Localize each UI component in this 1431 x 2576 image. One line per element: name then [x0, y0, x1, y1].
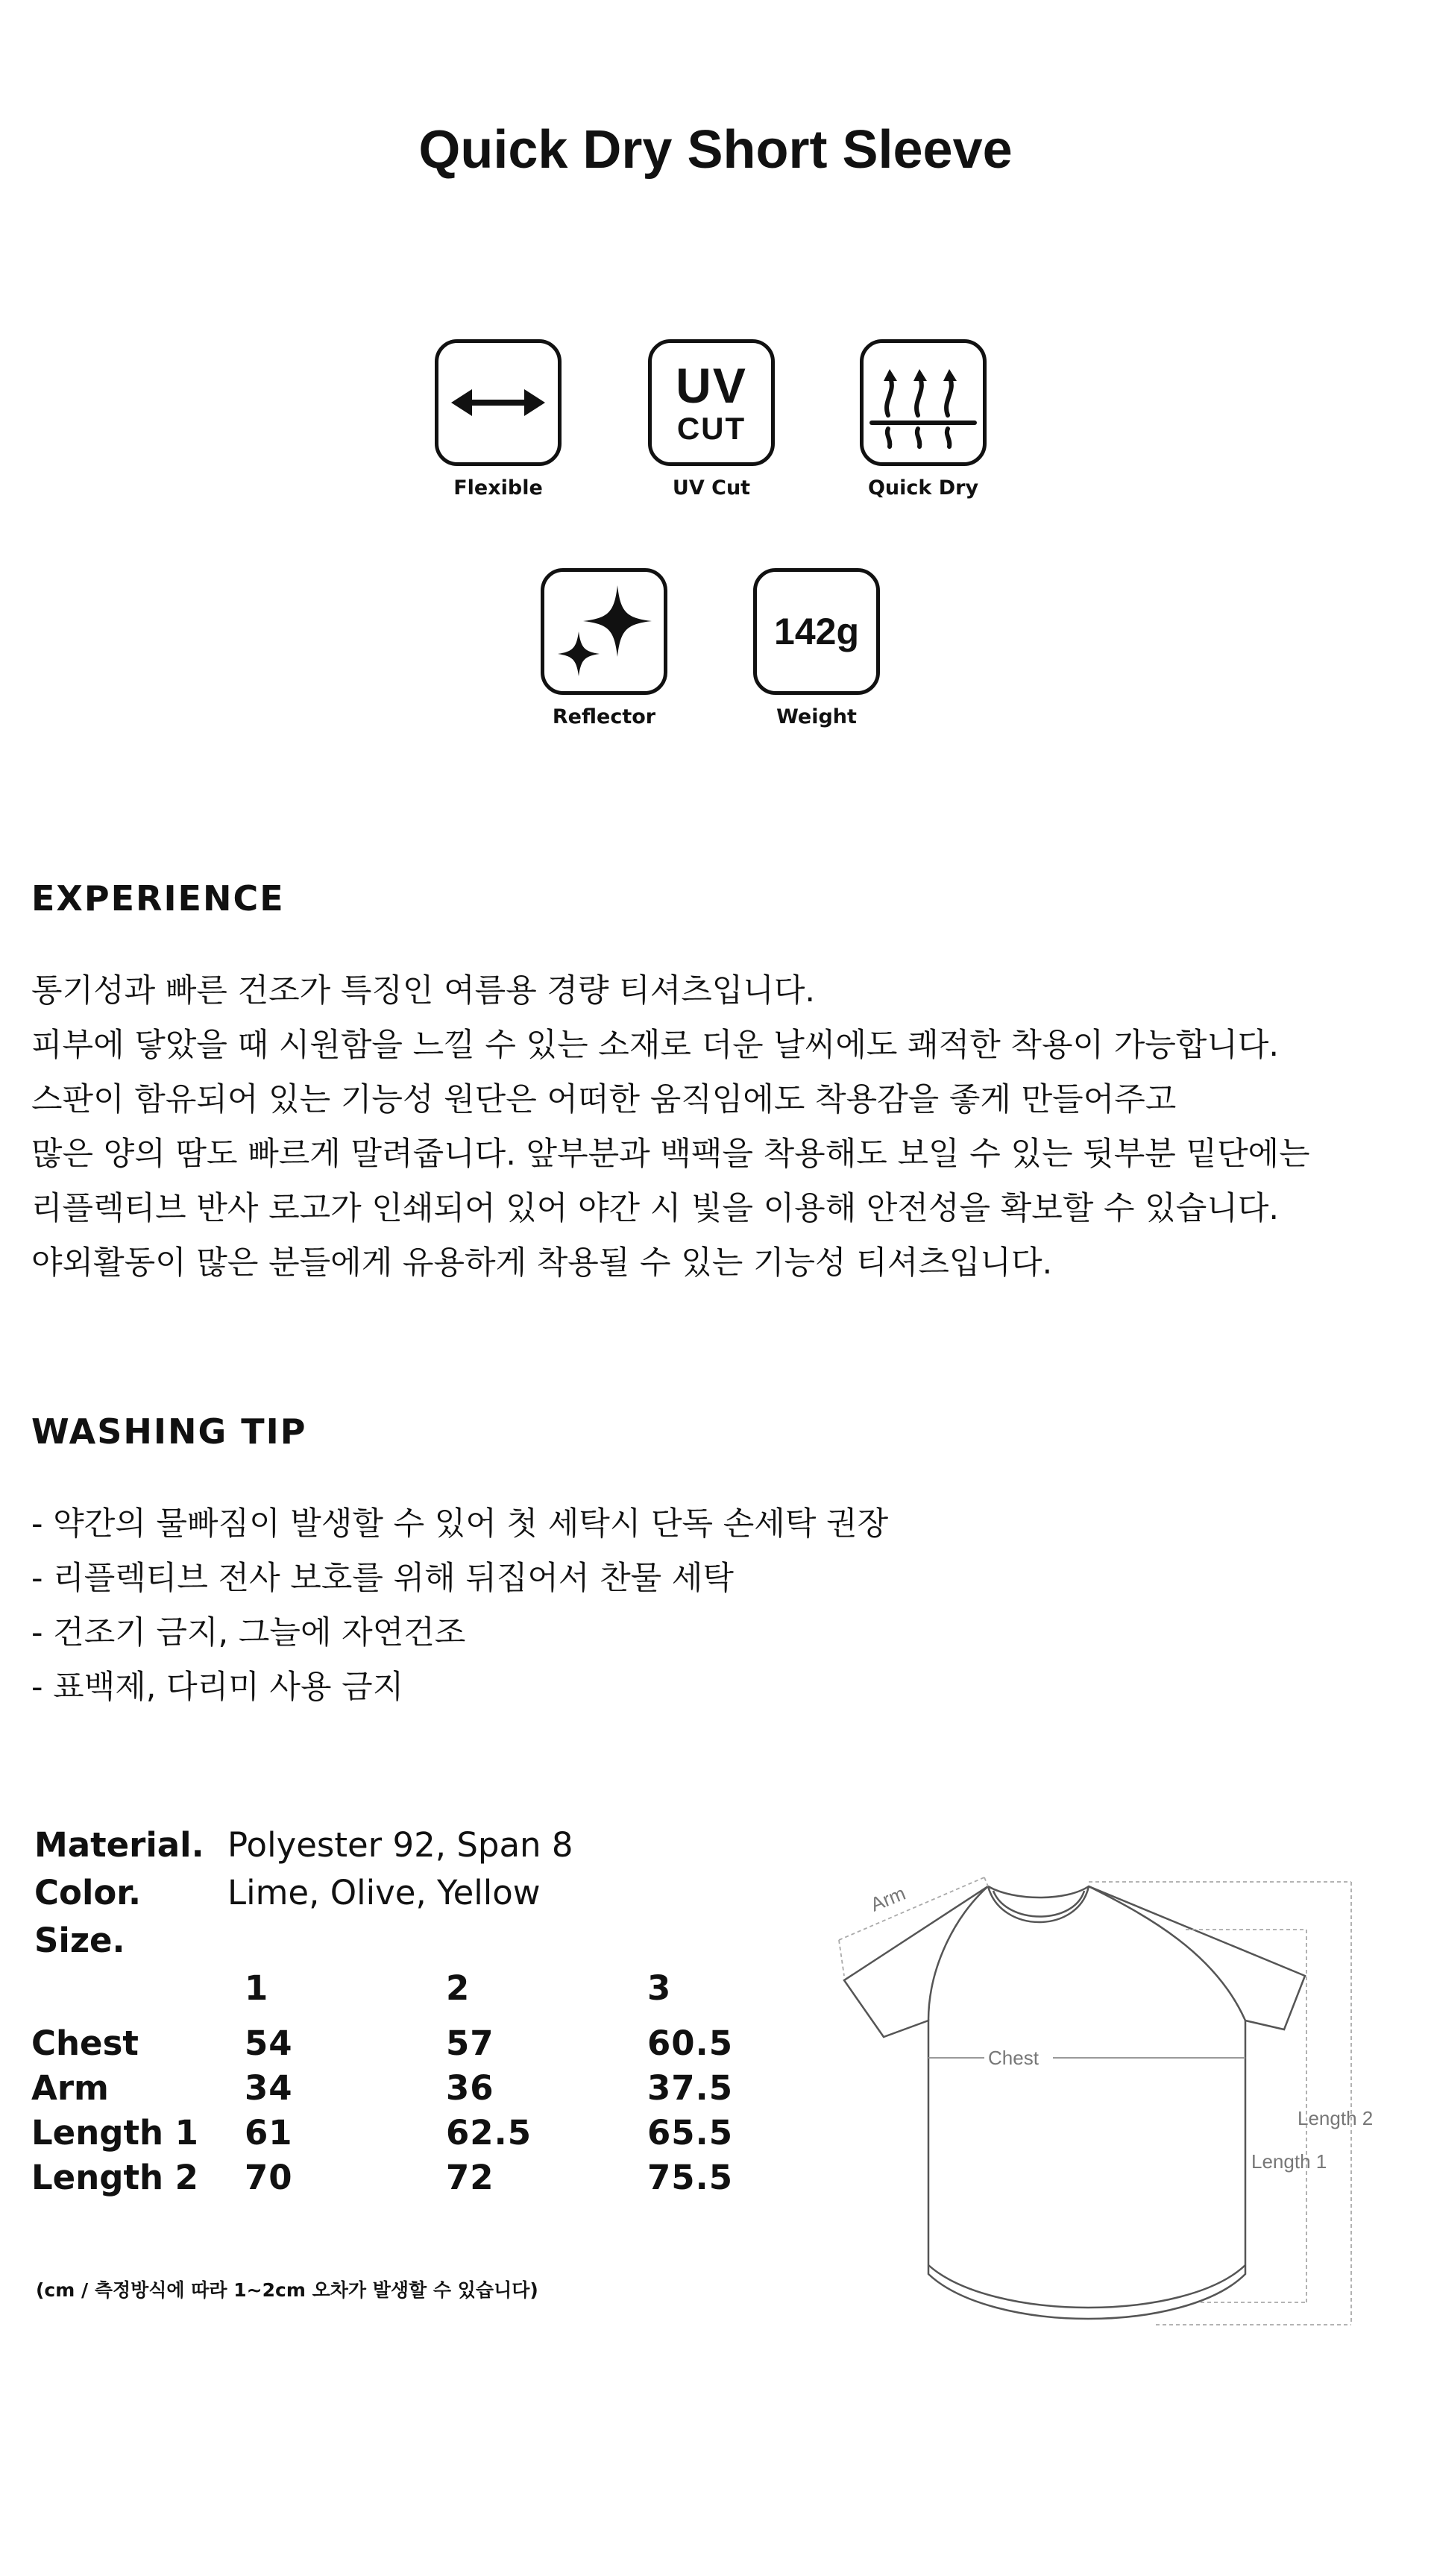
double-arrow-icon — [450, 380, 547, 425]
table-cell: 61 — [245, 2112, 293, 2153]
feature-weight — [720, 568, 913, 728]
feature-reflector-box — [541, 568, 667, 695]
table-cell: 62.5 — [446, 2112, 532, 2153]
table-cell: 34 — [245, 2068, 293, 2108]
page-title: Quick Dry Short Sleeve — [418, 120, 1013, 180]
size-table-corner — [31, 1968, 245, 2021]
experience-line: 피부에 닿았을 때 시원함을 느낄 수 있는 소재로 더운 날씨에도 쾌적한 착용이 가능합니다. — [31, 1027, 1280, 1064]
washing-tip-item: - 표백제, 다리미 사용 금지 — [31, 1669, 404, 1706]
size-column-header: 2 — [446, 1968, 471, 2008]
washing-tip-list — [31, 1497, 1396, 1715]
washing-tip-item: - 리플렉티브 전사 보호를 위해 뒤집어서 찬물 세탁 — [31, 1560, 734, 1597]
table-cell: 37.5 — [647, 2068, 734, 2108]
feature-quick-dry — [826, 339, 1020, 500]
tshirt-outline — [844, 1886, 1305, 2319]
row-label: Length 2 — [31, 2157, 198, 2197]
uv-cut-icon — [676, 358, 747, 446]
feature-reflector-label: Reflector — [552, 705, 656, 728]
row-label: Chest — [31, 2023, 139, 2063]
feature-uv-cut — [614, 339, 808, 500]
table-cell: 72 — [446, 2157, 494, 2197]
size-table-header — [31, 1968, 849, 2021]
experience-line: 리플렉티브 반사 로고가 인쇄되어 있어 야간 시 빛을 이용해 안전성을 확보할 수 있습니다. — [31, 1190, 1280, 1227]
feature-flexible-label: Flexible — [453, 476, 543, 500]
experience-line: 통기성과 빠른 건조가 특징인 여름용 경량 티셔츠입니다. — [31, 972, 816, 1010]
evaporation-icon — [867, 354, 979, 451]
arm-guide — [839, 1877, 984, 1940]
measurement-note: (cm / 측정방식에 따라 1~2cm 오차가 발생할 수 있습니다) — [36, 2279, 538, 2301]
feature-uv-cut-label: UV Cut — [672, 476, 751, 500]
tshirt-measurement-diagram — [768, 1857, 1409, 2349]
row-label: Length 1 — [31, 2112, 198, 2153]
experience-paragraph — [31, 964, 1396, 1291]
table-row — [31, 2065, 849, 2110]
length2-label: Length 2 — [1298, 2107, 1374, 2129]
color-label: Color. — [34, 1873, 142, 1912]
table-cell: 60.5 — [647, 2023, 734, 2063]
table-row — [31, 2155, 849, 2199]
washing-tip-item: - 약간의 물빠짐이 발생할 수 있어 첫 세탁시 단독 손세탁 권장 — [31, 1505, 889, 1543]
sparkle-icon — [552, 579, 656, 684]
feature-quick-dry-box — [860, 339, 987, 466]
uv-cut-icon-bottom: CUT — [676, 411, 746, 446]
feature-quick-dry-label: Quick Dry — [867, 476, 979, 500]
length1-label: Length 1 — [1251, 2150, 1327, 2173]
feature-uv-cut-box — [648, 339, 775, 466]
experience-heading: EXPERIENCE — [31, 878, 285, 919]
washing-tip-heading: WASHING TIP — [31, 1411, 307, 1452]
weight-icon: 142g — [774, 611, 859, 652]
feature-weight-box — [753, 568, 880, 695]
experience-line: 스판이 함유되어 있는 기능성 원단은 어떠한 움직임에도 착용감을 좋게 만들어주고 — [31, 1081, 1177, 1118]
material-value: Polyester 92, Span 8 — [227, 1825, 573, 1865]
table-row — [31, 2110, 849, 2155]
material-label: Material. — [34, 1825, 204, 1865]
arm-label: Arm — [867, 1881, 909, 1916]
color-value: Lime, Olive, Yellow — [227, 1873, 541, 1912]
feature-flexible-box — [435, 339, 562, 466]
table-cell: 70 — [245, 2157, 293, 2197]
size-label: Size. — [34, 1921, 125, 1960]
table-cell: 65.5 — [647, 2112, 734, 2153]
feature-weight-label: Weight — [776, 705, 857, 728]
chest-label: Chest — [988, 2047, 1039, 2069]
size-column-header: 1 — [245, 1968, 269, 2008]
size-column-header: 3 — [647, 1968, 672, 2008]
table-cell: 75.5 — [647, 2157, 734, 2197]
uv-cut-icon-top: UV — [676, 358, 747, 413]
table-cell: 54 — [245, 2023, 293, 2063]
table-row — [31, 2021, 849, 2065]
table-cell: 36 — [446, 2068, 494, 2108]
experience-line: 많은 양의 땀도 빠르게 말려줍니다. 앞부분과 백팩을 착용해도 보일 수 있는 뒷부분 밑단에는 — [31, 1136, 1310, 1173]
feature-reflector — [507, 568, 701, 728]
table-cell: 57 — [446, 2023, 494, 2063]
experience-line: 야외활동이 많은 분들에게 유용하게 착용될 수 있는 기능성 티셔츠입니다. — [31, 1244, 1053, 1282]
row-label: Arm — [31, 2068, 109, 2108]
size-table — [31, 1968, 849, 2199]
washing-tip-item: - 건조기 금지, 그늘에 자연건조 — [31, 1614, 466, 1651]
feature-flexible — [401, 339, 595, 500]
